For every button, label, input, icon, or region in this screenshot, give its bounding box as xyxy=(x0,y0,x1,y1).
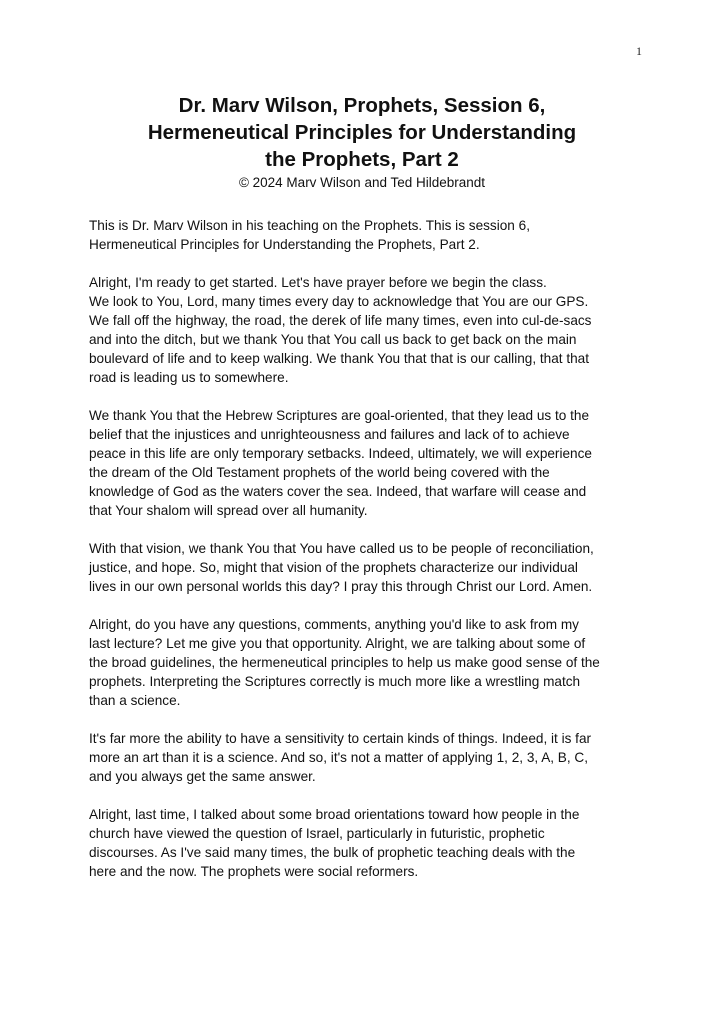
paragraph xyxy=(89,729,649,786)
paragraph xyxy=(89,539,649,596)
text-line: road is leading us to somewhere. xyxy=(89,370,289,385)
text-line: more an art than it is a science. And so, it's not a matter of applying 1, 2, 3, A, B, C, xyxy=(89,750,589,765)
text-line: and into the ditch, but we thank You that You call us back to get back on the main xyxy=(89,332,577,347)
page-number: 1 xyxy=(636,44,642,58)
text-line: We look to You, Lord, many times every day to acknowledge that You are our GPS. xyxy=(89,294,589,309)
title-line: Dr. Marv Wilson, Prophets, Session 6, xyxy=(178,94,546,117)
text-line: lives in our own personal worlds this day? I pray this through Christ our Lord. Amen. xyxy=(89,579,593,594)
text-line: than a science. xyxy=(89,693,181,708)
text-line: belief that the injustices and unrighteousness and failures and lack of to achieve xyxy=(89,427,570,442)
text-line: the broad guidelines, the hermeneutical principles to help us make good sense of the xyxy=(89,655,600,670)
text-line: We fall off the highway, the road, the derek of life many times, even into cul-de-sacs xyxy=(89,313,592,328)
text-line: that Your shalom will spread over all humanity. xyxy=(89,503,368,518)
document-header xyxy=(0,92,724,192)
title-line: the Prophets, Part 2 xyxy=(265,148,459,171)
text-line: the dream of the Old Testament prophets of the world being covered with the xyxy=(89,465,550,480)
text-line: Hermeneutical Principles for Understanding the Prophets, Part 2. xyxy=(89,237,480,252)
text-line: and you always get the same answer. xyxy=(89,769,316,784)
text-line: peace in this life are only temporary setbacks. Indeed, ultimately, we will experience xyxy=(89,446,592,461)
paragraph xyxy=(89,273,649,387)
paragraph xyxy=(89,615,649,710)
text-line: discourses. As I've said many times, the bulk of prophetic teaching deals with the xyxy=(89,845,576,860)
copyright-line: © 2024 Marv Wilson and Ted Hildebrandt xyxy=(238,175,486,190)
text-line: This is Dr. Marv Wilson in his teaching on the Prophets. This is session 6, xyxy=(89,218,530,233)
text-line: Alright, last time, I talked about some broad orientations toward how people in the xyxy=(89,807,580,822)
transcript-body xyxy=(89,216,649,900)
text-line: Alright, I'm ready to get started. Let's have prayer before we begin the class. xyxy=(89,275,547,290)
text-line: With that vision, we thank You that You have called us to be people of reconciliation, xyxy=(89,541,594,556)
text-line: knowledge of God as the waters cover the sea. Indeed, that warfare will cease and xyxy=(89,484,587,499)
text-line: Alright, do you have any questions, comments, anything you'd like to ask from my xyxy=(89,617,579,632)
text-line: It's far more the ability to have a sensitivity to certain kinds of things. Indeed, it is far xyxy=(89,731,592,746)
text-line: here and the now. The prophets were social reformers. xyxy=(89,864,419,879)
text-line: church have viewed the question of Israel, particularly in futuristic, prophetic xyxy=(89,826,545,841)
text-line: justice, and hope. So, might that vision of the prophets characterize our individual xyxy=(89,560,578,575)
paragraph xyxy=(89,805,649,881)
title-line: Hermeneutical Principles for Understanding xyxy=(147,121,577,144)
text-line: boulevard of life and to keep walking. We thank You that that is our calling, that that xyxy=(89,351,590,366)
document-title xyxy=(0,92,724,173)
text-line: We thank You that the Hebrew Scriptures are goal-oriented, that they lead us to the xyxy=(89,408,590,423)
paragraph xyxy=(89,216,649,254)
paragraph xyxy=(89,406,649,520)
text-line: prophets. Interpreting the Scriptures correctly is much more like a wrestling match xyxy=(89,674,581,689)
text-line: last lecture? Let me give you that opportunity. Alright, we are talking about some of xyxy=(89,636,586,651)
